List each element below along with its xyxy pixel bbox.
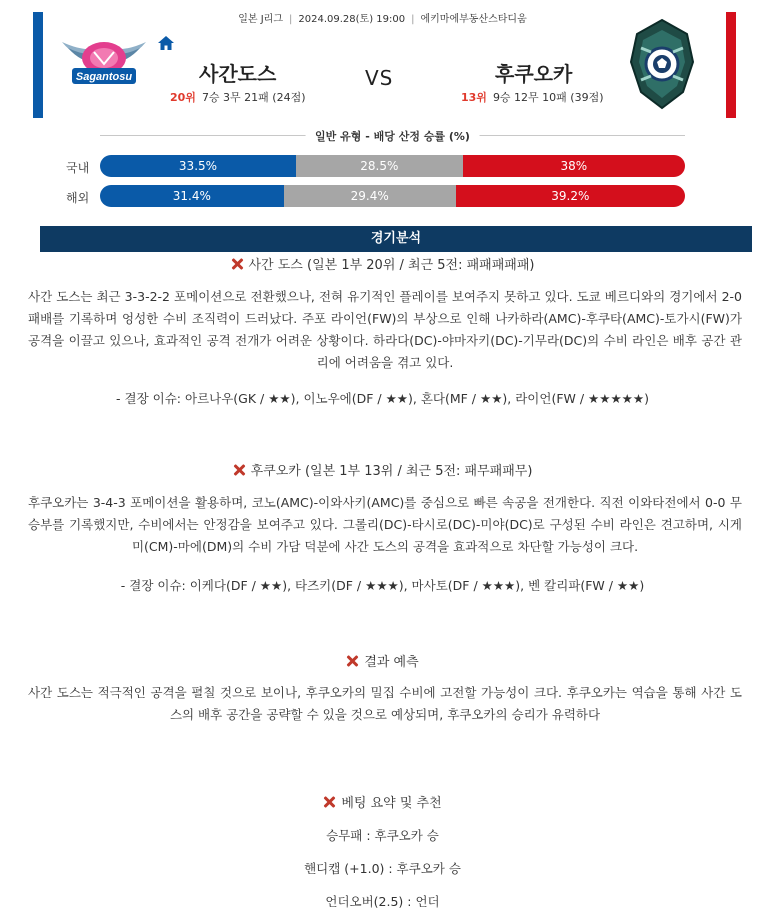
match-meta: 일본 J리그 | 2024.09.28(토) 19:00 | 에키마에부동산스타디움 bbox=[238, 14, 527, 25]
home-icon bbox=[158, 36, 174, 50]
odds-bar bbox=[100, 185, 685, 207]
odds-draw-segment: 28.5% bbox=[296, 155, 463, 177]
home-analysis-text: 사간 도스는 최근 3-3-2-2 포메이션으로 전환했으나, 전혀 유기적인 플레이를 보여주지 못하고 있다. 도쿄 베르디와의 경기에서 2-0 패배를 기록하며 엉성한 수비 조직력이 드러났다. 주포 라이언(FW)의 부상으로 인해 나카하라(AMC)-후쿠타(AMC)-토가시(FW)가 공격을 이끌고 있으나, 효과적인 공격 전개가 어려운 상황이다. 하라다(DC)-야마자키(DC)-기무라(DC)의 수비 라인은 배후 공간 관리에 어려움을 겪고 있다. bbox=[28, 289, 742, 370]
away-team-wdl: 9승 12무 10패 (39점) bbox=[492, 91, 604, 104]
bet-heading-text: 베팅 요약 및 추천 bbox=[341, 796, 442, 811]
odds-row-overseas bbox=[0, 185, 765, 209]
home-team-name: 사간도스 bbox=[199, 62, 277, 86]
away-color-bar bbox=[726, 12, 736, 118]
away-team-rank: 13위 bbox=[461, 91, 487, 104]
away-team-name: 후쿠오카 bbox=[495, 62, 573, 86]
odds-away-segment: 39.2% bbox=[456, 185, 685, 207]
home-analysis-heading bbox=[0, 254, 765, 273]
away-analysis-heading-text: 후쿠오카 (일본 1부 13위 / 최근 5전: 패무패패무) bbox=[250, 464, 533, 479]
result-heading-text: 결과 예측 bbox=[364, 655, 419, 670]
analysis-section-title: 경기분석 bbox=[40, 226, 752, 252]
odds-draw-segment: 29.4% bbox=[284, 185, 456, 207]
odds-home-segment: 31.4% bbox=[100, 185, 284, 207]
x-mark-icon bbox=[323, 796, 335, 808]
home-absence: - 결장 이슈: 아르나우(GK / ★★), 이노우에(DF / ★★), 혼다(MF / ★★), 라이언(FW / ★★★★★) bbox=[116, 391, 649, 406]
odds-home-segment: 33.5% bbox=[100, 155, 296, 177]
home-analysis-heading-text: 사간 도스 (일본 1부 20위 / 최근 5전: 패패패패패) bbox=[248, 258, 535, 273]
odds-bar bbox=[100, 155, 685, 177]
bet-recommendation-overunder: 언더오버(2.5) : 언더 bbox=[325, 894, 440, 909]
home-team-rank: 20위 bbox=[170, 91, 196, 104]
bet-heading bbox=[0, 792, 765, 811]
home-color-bar bbox=[33, 12, 43, 118]
match-datetime: 2024.09.28(토) 19:00 bbox=[298, 14, 406, 25]
home-team-record bbox=[170, 89, 306, 105]
odds-row-label: 해외 bbox=[66, 191, 90, 205]
odds-section-title bbox=[100, 128, 685, 142]
away-absence: - 결장 이슈: 이케다(DF / ★★), 타즈키(DF / ★★★), 마사토(DF / ★★★), 벤 칼리파(FW / ★★) bbox=[120, 578, 645, 593]
odds-row-label: 국내 bbox=[66, 161, 90, 175]
away-analysis-heading bbox=[0, 460, 765, 479]
away-analysis-text: 후쿠오카는 3-4-3 포메이션을 활용하며, 코노(AMC)-이와사키(AMC)를 중심으로 빠른 속공을 전개한다. 직전 이와타전에서 0-0 무승부를 기록했지만, 수비에서는 안정감을 보여주고 있다. 그롤리(DC)-타시로(DC)-미야(DC)로 구성된 수비 라인은 견고하며, 시게미(CM)-마에(DM)의 수비 가담 덕분에 사간 도스의 공격을 효과적으로 차단할 가능성이 크다. bbox=[28, 495, 742, 554]
odds-row-domestic bbox=[0, 155, 765, 179]
result-heading bbox=[0, 651, 765, 670]
match-header bbox=[0, 0, 765, 125]
league-name: 일본 J리그 bbox=[238, 14, 284, 25]
match-venue: 에키마에부동산스타디움 bbox=[420, 14, 527, 25]
home-team-wdl: 7승 3무 21패 (24점) bbox=[201, 91, 306, 104]
away-team-record bbox=[461, 89, 604, 105]
x-mark-icon bbox=[233, 464, 245, 476]
bet-recommendation-handicap: 핸디캡 (+1.0) : 후쿠오카 승 bbox=[304, 861, 461, 876]
bet-recommendation-1x2: 승무패 : 후쿠오카 승 bbox=[326, 828, 439, 843]
x-mark-icon bbox=[231, 258, 243, 270]
odds-away-segment: 38% bbox=[463, 155, 685, 177]
odds-title: 일반 유형 - 배당 산정 승률 (%) bbox=[305, 128, 480, 144]
home-logo-wordmark: Sagantosu bbox=[75, 71, 133, 83]
versus-label: VS bbox=[365, 66, 394, 90]
away-team-logo bbox=[627, 18, 697, 110]
x-mark-icon bbox=[346, 655, 358, 667]
home-team-logo bbox=[58, 32, 150, 96]
result-text: 사간 도스는 적극적인 공격을 펼칠 것으로 보이나, 후쿠오카의 밀집 수비에 고전할 가능성이 크다. 후쿠오카는 역습을 통해 사간 도스의 배후 공간을 공략할 수 있을 것으로 예상되며, 후쿠오카의 승리가 유력하다 bbox=[28, 685, 742, 722]
